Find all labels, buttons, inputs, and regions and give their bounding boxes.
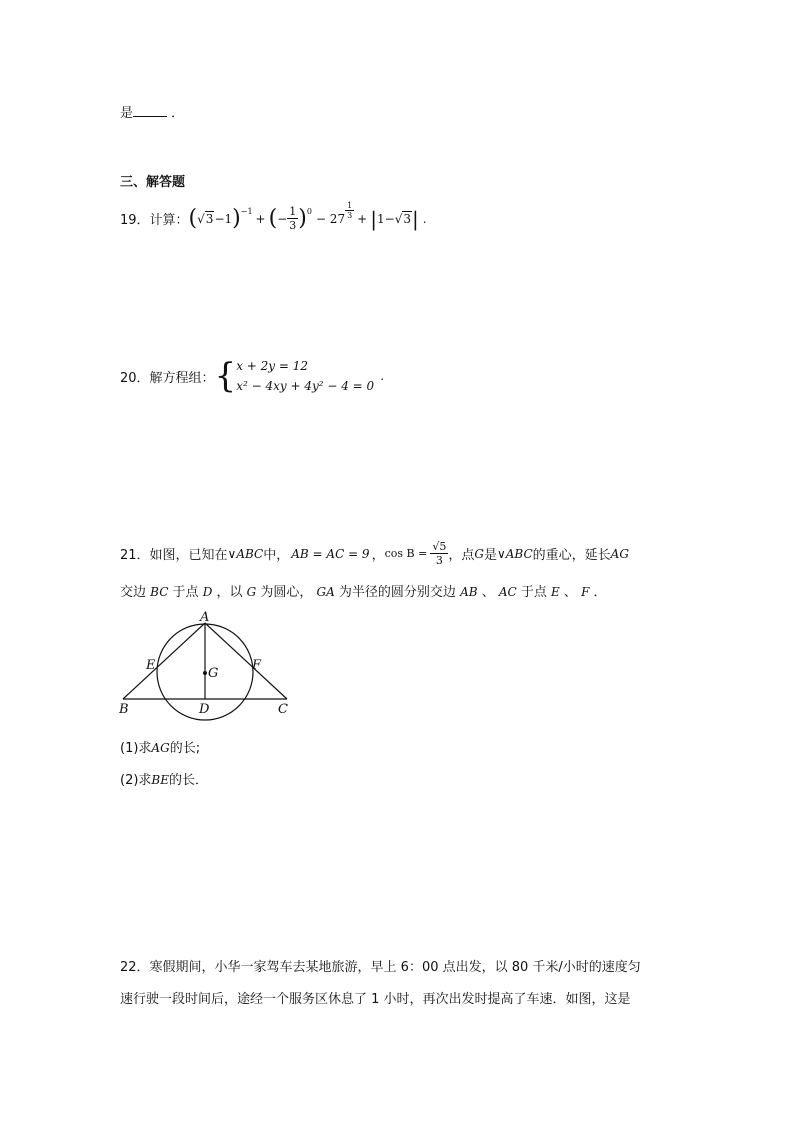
q21-sub1-text-b: 的长;	[169, 741, 201, 756]
q21-bc: BC	[150, 585, 169, 599]
segment-ac	[205, 623, 287, 699]
q21-sub1	[120, 737, 200, 756]
q21-text-j: 为半径的圆分别交边	[338, 585, 456, 600]
prev-question-text: 是	[120, 106, 134, 121]
q21-ac: AC	[498, 585, 517, 599]
q19-exp-fraction: $\frac{1}{3}$	[347, 201, 353, 220]
q19-plus2: +	[357, 211, 368, 226]
q21-ga: GA	[316, 585, 335, 599]
label-c: C	[278, 702, 288, 717]
q21-text-n: ．	[593, 585, 607, 600]
q19-fraction: $\frac{1}{3}$	[289, 205, 297, 232]
q19-label: 19．计算：	[120, 213, 189, 228]
q21-ab: AB	[460, 585, 478, 599]
q21-cos-fraction: $\frac{√5}{3}$	[432, 540, 447, 567]
q21-g: G	[474, 546, 484, 561]
q21-e: E	[551, 585, 560, 599]
q21-figure	[110, 610, 310, 728]
q19-minus1: −1	[214, 211, 233, 226]
q21-g2: G	[246, 585, 257, 599]
q21-text-e: 的重心，延长	[532, 548, 611, 563]
q19-abs-a: 1−	[376, 211, 395, 226]
label-d: D	[199, 702, 210, 717]
q21-sub2-text-b: 的长．	[169, 773, 209, 788]
q20-brace: {	[214, 356, 237, 396]
question-22-line2: 速行驶一段时间后，途经一个服务区休息了 1 小时，再次出发时提高了车速．如图，这是	[120, 992, 631, 1007]
q19-paren-open: (	[188, 206, 198, 231]
q19-abs-open: |	[370, 206, 377, 231]
q19-neg: −	[277, 211, 288, 226]
q21-comma: ，	[371, 548, 385, 563]
question-20	[120, 356, 384, 396]
q21-triangle-abc-2: ∨ABC	[496, 546, 533, 561]
q19-sqrt3: √3	[197, 211, 214, 226]
answer-blank[interactable]	[133, 104, 167, 117]
label-g: G	[208, 666, 219, 681]
q21-text-c: ，点	[448, 548, 475, 563]
q21-f: F	[581, 585, 590, 599]
q20-eq1: x + 2y = 12	[236, 359, 309, 373]
label-a: A	[200, 610, 210, 625]
question-21-line2	[120, 581, 607, 600]
segment-ab	[123, 623, 205, 699]
q19-paren-close: )	[232, 206, 241, 231]
q19-end: .	[422, 211, 427, 226]
q20-label: 20．解方程组：	[120, 370, 215, 386]
q21-cos-label: cos B =	[384, 547, 428, 560]
question-21-line1	[120, 540, 629, 567]
question-19	[120, 201, 427, 232]
q21-sub1-text-a: (1)求	[120, 741, 152, 756]
q19-plus: +	[255, 211, 266, 226]
q21-text-g: 于点	[172, 585, 199, 600]
prev-question-end: ．	[171, 106, 185, 121]
q19-minus27: − 27	[315, 211, 346, 226]
q21-text-h: ，以	[216, 585, 243, 600]
label-f: F	[252, 658, 262, 673]
q21-sub2	[120, 769, 208, 788]
q20-end: .	[380, 369, 385, 383]
q21-text-d: 是	[483, 548, 497, 563]
q20-eq2: x² − 4xy + 4y² − 4 = 0	[236, 379, 375, 393]
q21-text-i: 为圆心，	[260, 585, 313, 600]
q19-paren2-close: )	[298, 206, 307, 231]
prev-question-tail	[120, 102, 184, 121]
q21-sub1-var: AG	[151, 741, 170, 755]
q21-text-k: 、	[481, 585, 495, 600]
q21-triangle-abc: ∨ABC	[227, 546, 264, 561]
question-22-line1: 22．寒假期间，小华一家驾车去某地旅游，早上 6：00 点出发，以 80 千米/小时的速度匀	[120, 960, 641, 975]
q19-exp0: 0	[306, 207, 312, 216]
q21-ab-ac: AB = AC = 9	[291, 546, 370, 561]
q21-ag: AG	[610, 546, 629, 561]
q21-sub2-var: BE	[151, 773, 169, 787]
label-b: B	[119, 702, 129, 717]
q21-d: D	[202, 585, 213, 599]
q21-text-m: 、	[563, 585, 577, 600]
q19-abs-close: |	[411, 206, 419, 231]
q19-abs-sqrt3: √3	[394, 211, 411, 226]
q21-text-l: 于点	[520, 585, 547, 600]
section-title: 三、解答题	[120, 175, 186, 190]
q19-paren2-open: (	[268, 206, 278, 231]
q19-exp1: −1	[240, 207, 253, 216]
label-e: E	[146, 658, 156, 673]
q21-text-b: 中，	[263, 548, 290, 563]
point-g	[203, 671, 207, 675]
q21-text-a: 21．如图，已知在	[120, 548, 228, 563]
q21-text-f: 交边	[120, 585, 147, 600]
q21-sub2-text-a: (2)求	[120, 773, 152, 788]
q20-system	[236, 356, 374, 396]
